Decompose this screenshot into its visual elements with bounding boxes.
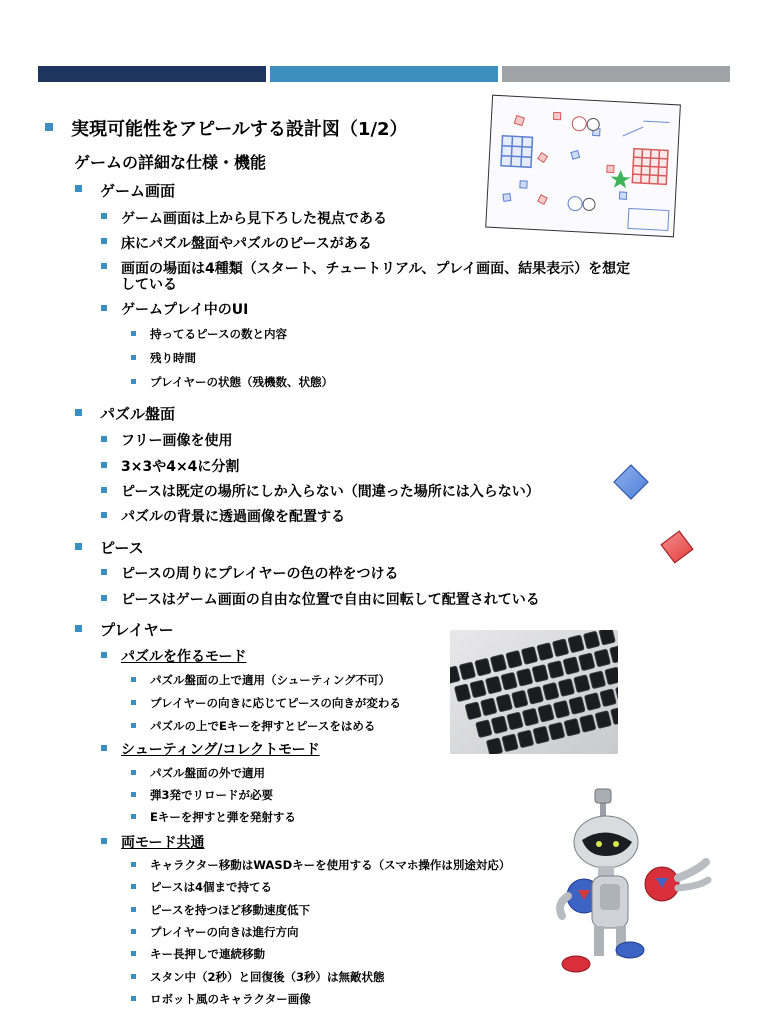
bullet-square xyxy=(101,213,107,219)
bullet-square xyxy=(131,862,136,867)
list-item: パズル盤面の上で適用（シューティング不可） xyxy=(150,673,391,687)
section-heading-game-screen: ゲーム画面 xyxy=(100,182,176,200)
bullet-square xyxy=(101,263,107,269)
subtitle: ゲームの詳細な仕様・機能 xyxy=(74,153,267,172)
list-item: 弾3発でリロードが必要 xyxy=(150,788,274,802)
bullet-square xyxy=(131,814,136,819)
list-item: キャラクター移動はWASDキーを使用する（スマホ操作は別途対応） xyxy=(150,858,511,872)
list-item: フリー画像を使用 xyxy=(121,433,233,449)
keyboard-photo xyxy=(450,630,618,754)
list-item: ピースは既定の場所にしか入らない（間違った場所には入らない） xyxy=(121,484,540,500)
bullet-square xyxy=(131,907,136,912)
bullet-square xyxy=(75,409,82,416)
list-item-continuation: している xyxy=(121,277,177,293)
list-item: プレイヤーの向きに応じてピースの向きが変わる xyxy=(150,696,401,710)
red-diamond-piece xyxy=(657,527,697,567)
game-sketch-image xyxy=(481,94,685,240)
list-item: ロボット風のキャラクター画像 xyxy=(150,992,311,1006)
bullet-square xyxy=(131,379,136,384)
bullet-square xyxy=(75,625,82,632)
bullet-square xyxy=(131,792,136,797)
bullet-square xyxy=(101,238,107,244)
list-item: 残り時間 xyxy=(150,351,196,365)
section-heading-puzzle-board: パズル盤面 xyxy=(100,405,176,423)
bullet-square xyxy=(45,123,53,131)
bullet-square xyxy=(131,996,136,1001)
robot-character-image xyxy=(554,784,714,980)
list-item: 3×3や4×4に分割 xyxy=(121,459,240,475)
bullet-square xyxy=(101,305,107,311)
list-item: プレイヤーの状態（残機数、状態） xyxy=(150,375,333,389)
list-item: 画面の場面は4種類（スタート、チュートリアル、プレイ画面、結果表示）を想定 xyxy=(121,261,631,277)
list-item: ピースは4個まで持てる xyxy=(150,880,272,894)
page-title: 実現可能性をアピールする設計図（1/2） xyxy=(71,119,408,140)
bullet-square xyxy=(131,884,136,889)
bullet-square xyxy=(131,355,136,360)
list-item: ピースの周りにプレイヤーの色の枠をつける xyxy=(121,566,399,582)
subheading-shooting-mode: シューティング/コレクトモード xyxy=(121,742,320,758)
subheading-common: 両モード共通 xyxy=(121,835,205,851)
bullet-square xyxy=(101,595,107,601)
bullet-square xyxy=(131,929,136,934)
bullet-square xyxy=(75,185,82,192)
bullet-square xyxy=(101,838,107,844)
list-item: 持ってるピースの数と内容 xyxy=(150,327,287,341)
bullet-square xyxy=(131,951,136,956)
bullet-square xyxy=(131,700,136,705)
bullet-square xyxy=(131,974,136,979)
bullet-square xyxy=(101,512,107,518)
subheading-gameplay-ui: ゲームプレイ中のUI xyxy=(121,302,249,318)
list-item: ゲーム画面は上から見下ろした視点である xyxy=(121,211,387,227)
bullet-square xyxy=(131,723,136,728)
list-item: ピースはゲーム画面の自由な位置で自由に回転して配置されている xyxy=(121,592,540,608)
section-heading-piece: ピース xyxy=(100,539,144,557)
bullet-square xyxy=(101,462,107,468)
section-heading-player: プレイヤー xyxy=(100,621,174,639)
list-item: ピースを持つほど移動速度低下 xyxy=(150,903,310,917)
bullet-square xyxy=(101,652,107,658)
list-item: キー長押しで連続移動 xyxy=(150,947,265,961)
bullet-square xyxy=(101,569,107,575)
bullet-square xyxy=(75,543,82,550)
blue-diamond-piece xyxy=(611,462,651,502)
list-item: パズルの背景に透過画像を配置する xyxy=(121,509,345,525)
list-item: プレイヤーの向きは進行方向 xyxy=(150,925,299,939)
bullet-square xyxy=(101,745,107,751)
list-item: Eキーを押すと弾を発射する xyxy=(150,810,296,824)
bullet-square xyxy=(101,436,107,442)
bullet-square xyxy=(131,331,136,336)
list-item: パズル盤面の外で適用 xyxy=(150,766,265,780)
list-item: パズルの上でEキーを押すとピースをはめる xyxy=(150,719,376,733)
list-item: スタン中（2秒）と回復後（3秒）は無敵状態 xyxy=(150,970,385,984)
subheading-puzzle-mode: パズルを作るモード xyxy=(121,649,247,665)
bullet-square xyxy=(131,770,136,775)
bullet-square xyxy=(131,677,136,682)
bullet-square xyxy=(101,487,107,493)
list-item: 床にパズル盤面やパズルのピースがある xyxy=(121,236,372,252)
